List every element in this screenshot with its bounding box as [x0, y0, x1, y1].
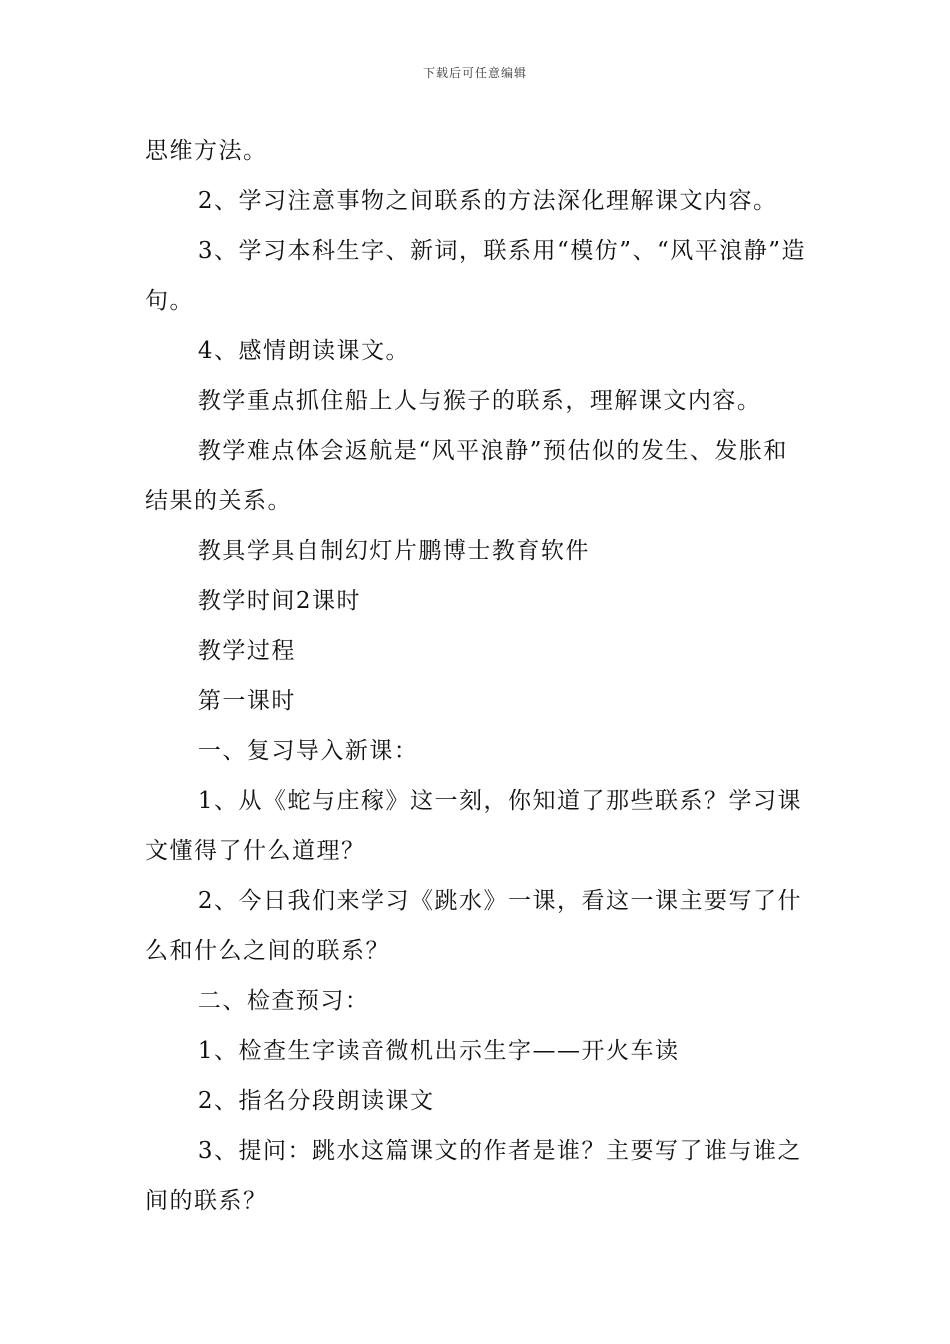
- paragraph: 教学过程: [197, 638, 296, 664]
- paragraph: 1、检查生字读音微机出示生字——开火车读: [197, 1038, 680, 1064]
- paragraph: 二、检查预习：: [197, 988, 370, 1014]
- paragraph: 2、指名分段朗读课文: [197, 1088, 435, 1114]
- paragraph: 思维方法。: [145, 138, 268, 164]
- paragraph: 教学难点体会返航是“风平浪静”预估似的发生、发胀和结果的关系。: [145, 438, 788, 514]
- paragraph: 1、从《蛇与庄稼》这一刻，你知道了那些联系？学习课文懂得了什么道理？: [145, 788, 803, 864]
- paragraph: 4、感情朗读课文。: [197, 338, 411, 364]
- paragraph: 2、今日我们来学习《跳水》一课，看这一课主要写了什么和什么之间的联系？: [145, 888, 803, 964]
- paragraph: 一、复习导入新课：: [197, 738, 419, 764]
- paragraph: 2、学习注意事物之间联系的方法深化理解课文内容。: [197, 188, 778, 214]
- paragraph: 教学重点抓住船上人与猴子的联系，理解课文内容。: [197, 388, 762, 414]
- document-body: [145, 126, 809, 1226]
- paragraph: 3、学习本科生字、新词，联系用“模仿”、“风平浪静”造句。: [145, 238, 807, 314]
- paragraph: 教具学具自制幻灯片鹏博士教育软件: [197, 538, 590, 564]
- page-header: 下载后可任意编辑: [422, 66, 527, 80]
- paragraph: 教学时间2课时: [197, 588, 362, 614]
- paragraph: 第一课时: [197, 688, 296, 714]
- paragraph: 3、提问：跳水这篇课文的作者是谁？主要写了谁与谁之间的联系？: [145, 1138, 803, 1214]
